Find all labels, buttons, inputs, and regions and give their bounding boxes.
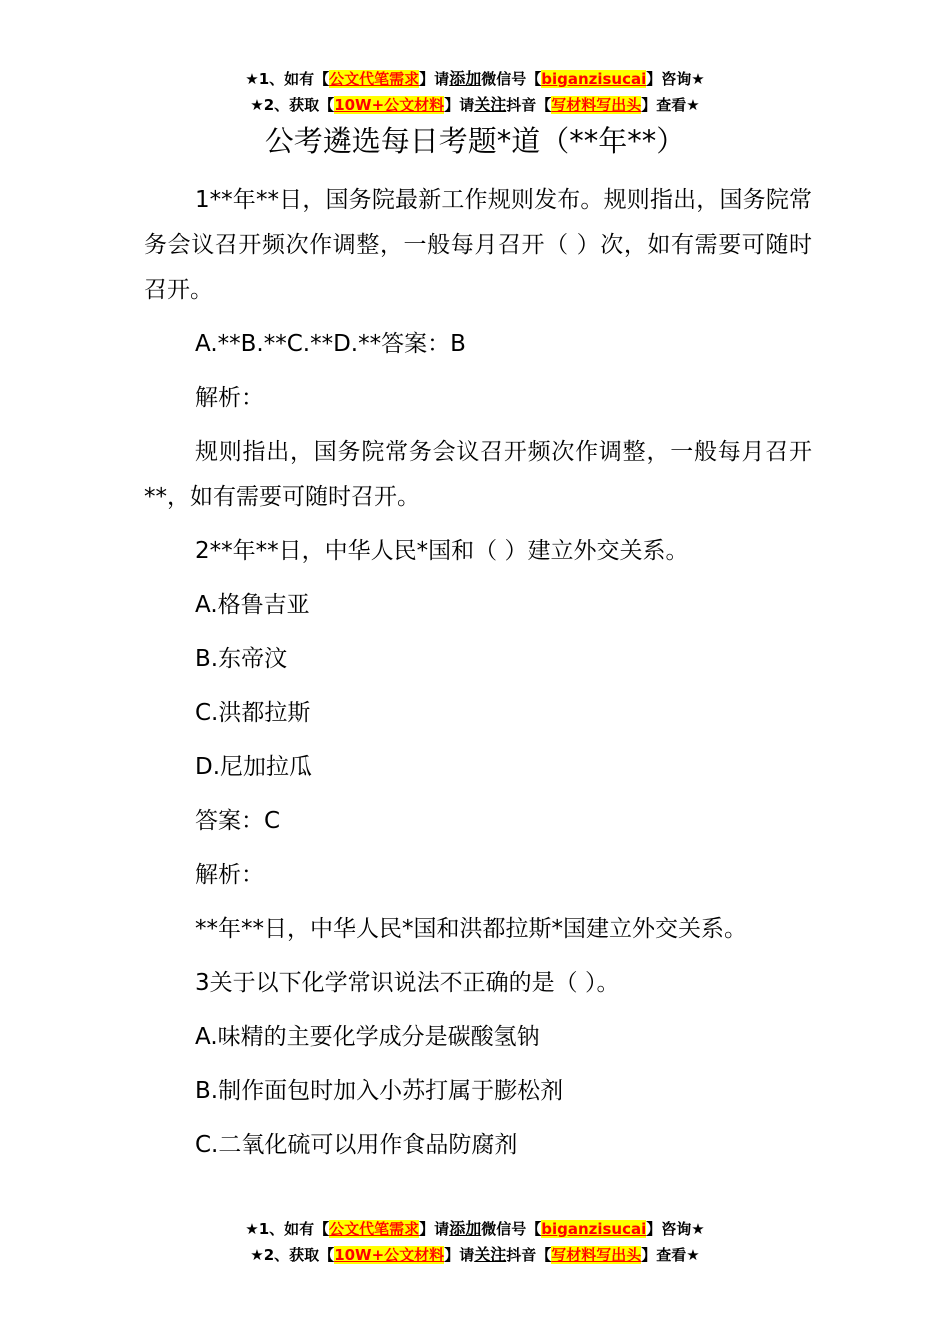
document-body: [144, 178, 812, 1177]
question-3-option-b: B.制作面包时加入小苏打属于膨松剂: [195, 1078, 564, 1104]
footer-banner: [0, 1216, 950, 1268]
banner-highlight-wechat: biganzisucai: [541, 70, 647, 88]
banner-text: 抖音【: [506, 96, 552, 114]
question-2: 2**年**日，中华人民*国和（ ）建立外交关系。: [195, 538, 689, 564]
banner-text: 】请: [444, 1246, 475, 1264]
question-2-answer: 答案：C: [195, 808, 281, 834]
banner-text: ★2、获取【: [250, 1246, 335, 1264]
banner-text: 】请: [444, 96, 475, 114]
header-banner: [0, 66, 950, 118]
banner-line-1: [0, 66, 950, 92]
banner-highlight-service: 公文代笔需求: [329, 1220, 420, 1238]
question-3: 3关于以下化学常识说法不正确的是（ ）。: [195, 970, 620, 996]
analysis-label: 解析：: [195, 385, 264, 411]
banner-text: ★2、获取【: [250, 96, 335, 114]
banner-text: ★1、如有【: [245, 1220, 330, 1238]
banner-text: 抖音【: [506, 1246, 552, 1264]
banner-line-2: [0, 1242, 950, 1268]
question-2-analysis: **年**日，中华人民*国和洪都拉斯*国建立外交关系。: [195, 916, 747, 942]
banner-highlight-materials: 10W+公文材料: [334, 96, 445, 114]
banner-underlined: 关注: [474, 1245, 507, 1264]
banner-highlight-wechat: biganzisucai: [541, 1220, 647, 1238]
banner-highlight-service: 公文代笔需求: [329, 70, 420, 88]
banner-underlined: 关注: [474, 95, 507, 114]
question-2-option-c: C.洪都拉斯: [195, 700, 311, 726]
analysis-label: 解析：: [195, 862, 264, 888]
banner-text: 】查看★: [641, 96, 700, 114]
question-2-option-a: A.格鲁吉亚: [195, 592, 310, 618]
question-1-analysis: 规则指出，国务院常务会议召开频次作调整，一般每月召开**，如有需要可随时召开。: [144, 439, 812, 510]
banner-text: ★1、如有【: [245, 70, 330, 88]
question-2-option-b: B.东帝汶: [195, 646, 288, 672]
question-3-option-c: C.二氧化硫可以用作食品防腐剂: [195, 1132, 518, 1158]
banner-line-1: [0, 1216, 950, 1242]
banner-text: 】咨询★: [646, 1220, 705, 1238]
banner-highlight-douyin: 写材料写出头: [551, 1246, 642, 1264]
banner-highlight-materials: 10W+公文材料: [334, 1246, 445, 1264]
banner-text: 】查看★: [641, 1246, 700, 1264]
question-2-option-d: D.尼加拉瓜: [195, 754, 313, 780]
question-1-answer: A.**B.**C.**D.**答案：B: [195, 331, 466, 357]
question-3-option-a: A.味精的主要化学成分是碳酸氢钠: [195, 1024, 540, 1050]
banner-text: 】请: [419, 1220, 450, 1238]
banner-underlined: 添加: [449, 1219, 482, 1238]
banner-text: 】请: [419, 70, 450, 88]
page-title: 公考遴选每日考题*道（**年**）: [264, 124, 686, 158]
banner-text: 】咨询★: [646, 70, 705, 88]
question-1: 1**年**日，国务院最新工作规则发布。规则指出，国务院常务会议召开频次作调整，一般每月召开（ ）次，如有需要可随时召开。: [144, 187, 812, 303]
banner-underlined: 添加: [449, 69, 482, 88]
banner-highlight-douyin: 写材料写出头: [551, 96, 642, 114]
banner-line-2: [0, 92, 950, 118]
banner-text: 微信号【: [481, 1220, 542, 1238]
banner-text: 微信号【: [481, 70, 542, 88]
